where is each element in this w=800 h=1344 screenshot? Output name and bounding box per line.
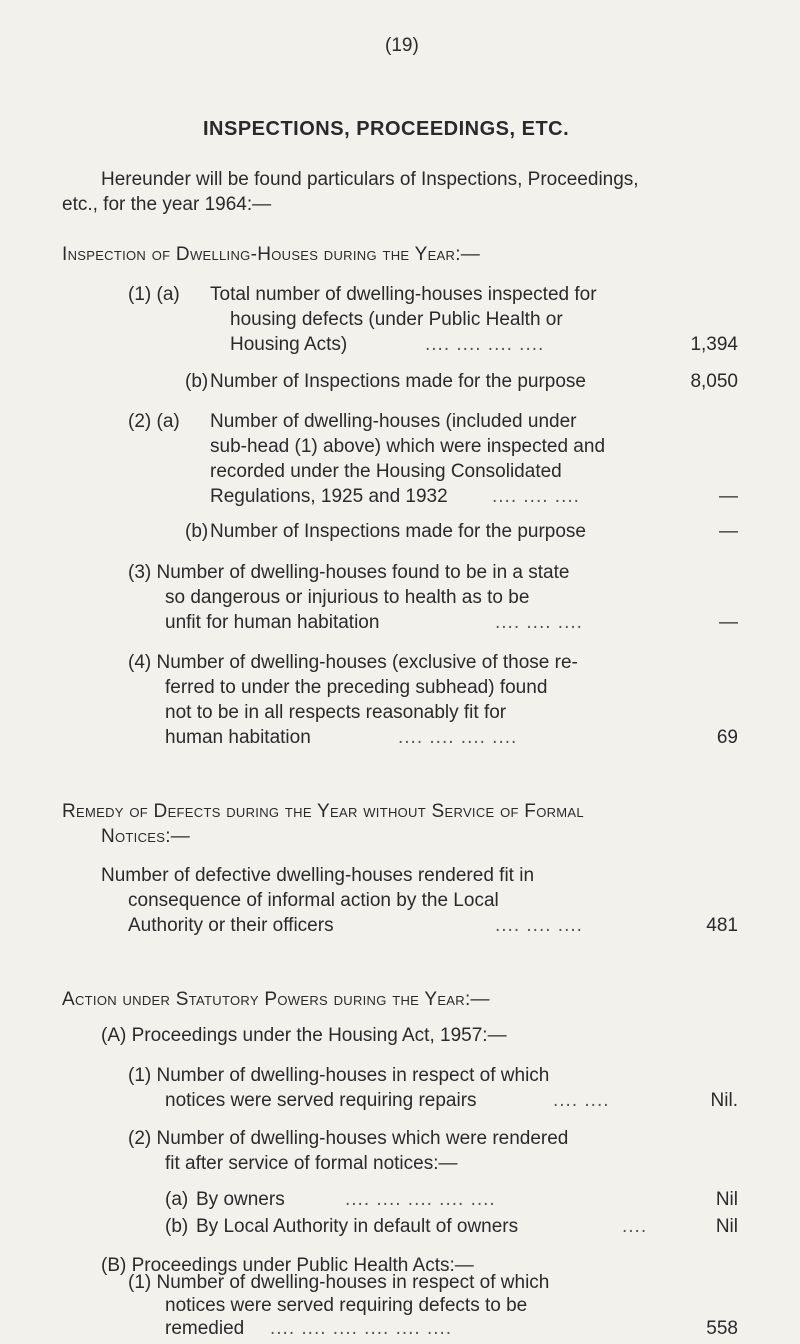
section-heading-remedy-2: Notices:— xyxy=(101,826,191,847)
page-title: INSPECTIONS, PROCEEDINGS, ETC. xyxy=(203,118,570,140)
remedy-line-3: Authority or their officers xyxy=(128,915,334,936)
remedy-value: 481 xyxy=(706,915,738,936)
item-1a-line-2: housing defects (under Public Health or xyxy=(230,309,563,330)
item-4-leader-dots: .... .... .... .... xyxy=(398,727,518,748)
section-heading-action: Action under Statutory Powers during the Year:— xyxy=(62,989,490,1010)
item-2a-value: — xyxy=(719,486,738,507)
item-1b-text: Number of Inspections made for the purpose xyxy=(210,371,586,392)
a2b-leader-dots: .... xyxy=(622,1216,648,1237)
a2b-value: Nil xyxy=(715,1216,738,1237)
item-4-line-1: (4) Number of dwelling-houses (exclusive of those re- xyxy=(128,652,578,673)
sub-heading-b: (B) Proceedings under Public Health Acts:— xyxy=(101,1255,474,1276)
a2a-leader-dots: .... .... .... .... .... xyxy=(345,1189,496,1210)
a2a-text: By owners xyxy=(196,1189,285,1210)
a2a-value: Nil xyxy=(715,1189,738,1210)
b1-value: 558 xyxy=(706,1318,738,1339)
item-2a-line-4: Regulations, 1925 and 1932 xyxy=(210,486,448,507)
a1-value: Nil. xyxy=(710,1090,738,1111)
item-1b-label: (b) xyxy=(185,371,209,392)
item-2a-leader-dots: .... .... .... xyxy=(492,486,580,507)
item-1a-leader-dots: .... .... .... .... xyxy=(425,334,545,355)
remedy-line-2: consequence of informal action by the Local xyxy=(128,890,499,911)
a2b-text: By Local Authority in default of owners xyxy=(196,1216,519,1237)
item-4-line-4: human habitation xyxy=(165,727,311,748)
a2-line-1: (2) Number of dwelling-houses which were rendered xyxy=(128,1128,569,1149)
remedy-line-1: Number of defective dwelling-houses rendered fit in xyxy=(101,865,535,886)
b1-leader-dots: .... .... .... .... .... .... xyxy=(270,1318,453,1339)
a2-line-2: fit after service of formal notices:— xyxy=(165,1153,458,1174)
item-2a-label: (2) (a) xyxy=(128,411,180,432)
a2a-label: (a) xyxy=(165,1189,189,1210)
remedy-leader-dots: .... .... .... xyxy=(495,915,583,936)
a2b-label: (b) xyxy=(165,1216,189,1237)
item-4-line-3: not to be in all respects reasonably fit for xyxy=(165,702,507,723)
section-heading-inspection: Inspection of Dwelling-Houses during the Year:— xyxy=(62,244,481,265)
a1-leader-dots: .... .... xyxy=(553,1090,610,1111)
page-number: (19) xyxy=(385,35,419,56)
item-1a-label: (1) (a) xyxy=(128,284,180,305)
b1-line-3: remedied xyxy=(165,1318,245,1339)
a1-line-1: (1) Number of dwelling-houses in respect of which xyxy=(128,1065,550,1086)
item-2a-line-2: sub-head (1) above) which were inspected and xyxy=(210,436,606,457)
b1-line-1: (1) Number of dwelling-houses in respect of which xyxy=(128,1272,550,1293)
item-3-line-1: (3) Number of dwelling-houses found to be in a state xyxy=(128,562,570,583)
item-3-line-3: unfit for human habitation xyxy=(165,612,380,633)
a1-line-2: notices were served requiring repairs xyxy=(165,1090,477,1111)
item-2b-value: — xyxy=(719,521,738,542)
item-1a-line-3: Housing Acts) xyxy=(230,334,348,355)
item-1a-line-1: Total number of dwelling-houses inspected for xyxy=(210,284,597,305)
item-2a-line-3: recorded under the Housing Consolidated xyxy=(210,461,562,482)
item-3-line-2: so dangerous or injurious to health as to be xyxy=(165,587,530,608)
item-2b-text: Number of Inspections made for the purpose xyxy=(210,521,586,542)
item-3-value: — xyxy=(719,612,738,633)
item-2b-label: (b) xyxy=(185,521,209,542)
b1-line-2: notices were served requiring defects to be xyxy=(165,1295,528,1316)
item-2a-line-1: Number of dwelling-houses (included under xyxy=(210,411,577,432)
intro-line-1: Hereunder will be found particulars of Inspections, Proceedings, xyxy=(101,169,639,190)
intro-line-2: etc., for the year 1964:— xyxy=(62,194,272,215)
sub-heading-a: (A) Proceedings under the Housing Act, 1957:— xyxy=(101,1025,507,1046)
item-4-value: 69 xyxy=(716,727,738,748)
item-1b-value: 8,050 xyxy=(690,371,738,392)
item-1a-value: 1,394 xyxy=(690,334,738,355)
section-heading-remedy-1: Remedy of Defects during the Year without Service of Formal xyxy=(62,801,584,822)
item-4-line-2: ferred to under the preceding subhead) found xyxy=(165,677,548,698)
item-3-leader-dots: .... .... .... xyxy=(495,612,583,633)
